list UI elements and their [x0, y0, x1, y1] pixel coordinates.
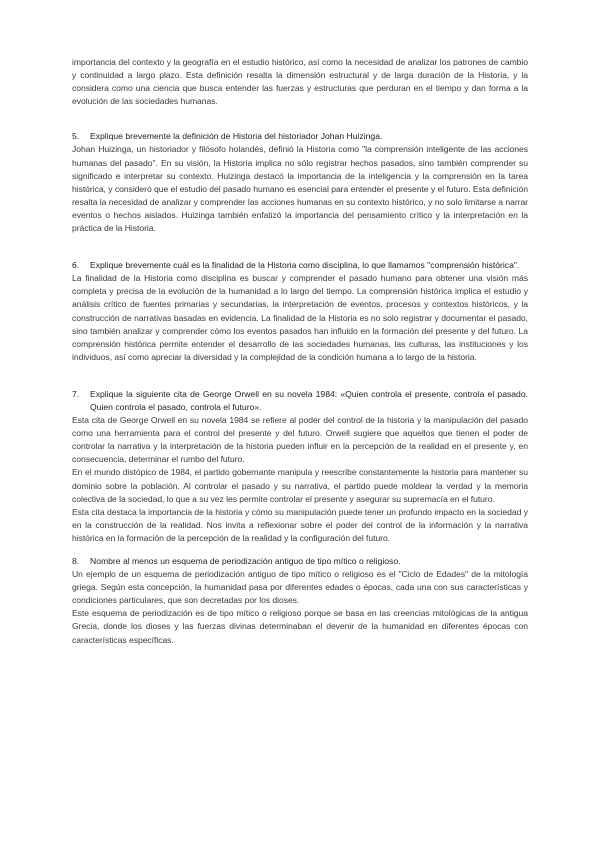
question-number: 5. — [72, 131, 80, 142]
question-7 — [72, 388, 528, 414]
answer-paragraph: En el mundo distópico de 1984, el partido gobernante manipula y reescribe constantemente la historia para mantener su dominio sobre la población. Al controlar el pasado y su narrativa, el partido puede moldear la verdad y la memoria colectiva de la sociedad, lo que a su vez les permite controlar el presente y asegurar su supremacía en el futuro. — [72, 467, 528, 504]
question-text: Explique brevemente cuál es la finalidad de la Historia como disciplina, lo que llamamos "comprensión histórica". — [90, 260, 520, 271]
question-text: Explique brevemente la definición de Historia del historiador Johan Huizinga. — [90, 131, 383, 142]
section-6 — [72, 259, 528, 364]
answer-paragraph: La finalidad de la Historia como disciplina es buscar y comprender el pasado humano para obtener una visión más completa y precisa de la evolución de la humanidad a lo largo del tiempo. La comprensión histórica implica el estudio y análisis crítico de fuentes primarias y secundarias, la interpretación de eventos, procesos y contextos históricos, y la construcción de narrativas basadas en evidencia. La finalidad de la Historia es no solo registrar y documentar el pasado, sino también analizar y comprender cómo los eventos pasados han influido en la formación del presente y del futuro. La comprensión histórica permite entender el desarrollo de las sociedades humanas, las culturas, las instituciones y los individuos, así como apreciar la diversidad y la complejidad de la condición humana a lo largo de la historia. — [72, 273, 528, 362]
answer-paragraph: Este esquema de periodización es de tipo mítico o religioso porque se basa en las creencias mitológicas de la antigua Grecia, donde los dioses y las fuerzas divinas determinaban el devenir de la humanidad en diferentes épocas con características específicas. — [72, 608, 528, 645]
section-5 — [72, 130, 528, 235]
answer-paragraph: Esta cita destaca la importancia de la historia y cómo su manipulación puede tener un profundo impacto en la sociedad y en la construcción de la realidad. Nos invita a reflexionar sobre el poder del control de la información y la narrativa histórica en la formación de la percepción de la realidad y la configuración del futuro. — [72, 506, 528, 543]
question-8 — [72, 555, 528, 568]
section-7 — [72, 388, 528, 545]
question-5 — [72, 130, 528, 143]
question-text: Explique la siguiente cita de George Orwell en su novela 1984: «Quien controla el presente, controla el pasado. Quien controla el pasado, controla el futuro». — [90, 388, 528, 412]
section-8 — [72, 555, 528, 647]
answer-paragraph: Johan Huizinga, un historiador y filósofo holandés, definió la Historia como "la comprensión inteligente de las acciones humanas del pasado". En su visión, la Historia implica no sólo registrar hechos pasados, sino también comprender su significado e interpretar su contexto. Huizinga destacó la importancia de la inteligencia y la comprensión en la tarea histórica, y consideró que el estudio del pasado humano es esencial para entender el presente y el futuro. Esta definición resalta la necesidad de analizar y comprender las acciones humanas en su contexto histórico, y no solo limitarse a narrar eventos o hechos aislados. Huizinga también enfatizó la importancia del pensamiento crítico y la interpretación en la práctica de la Historia. — [72, 144, 528, 234]
question-number: 7. — [72, 388, 80, 399]
question-text: Nombre al menos un esquema de periodización antiguo de tipo mítico o religioso. — [90, 556, 401, 566]
answer-paragraph: Un ejemplo de un esquema de periodización antiguo de tipo mítico o religioso es el "Ciclo de Edades" de la mitología griega. Según esta concepción, la humanidad pasa por diferentes edades o épocas, cada una con sus características y condiciones particulares, que son decretadas por los dioses. — [72, 569, 528, 606]
intro-paragraph: importancia del contexto y la geografía en el estudio histórico, así como la necesidad de analizar los patrones de cambio y continuidad a largo plazo. Esta definición resalta la dimensión estructural y de larga duración de la Historia, y la considera como una ciencia que busca entender las fuerzas y estructuras que perduran en el tiempo y dan forma a la evolución de las sociedades humanas. — [72, 57, 528, 107]
question-number: 6. — [72, 260, 80, 271]
question-6 — [72, 259, 528, 272]
answer-paragraph: Esta cita de George Orwell en su novela 1984 se refiere al poder del control de la historia y la manipulación del pasado como una herramienta para el control del presente y del futuro. Orwell sugiere que aquellos que tienen el poder de controlar la narrativa y la interpretación de la historia pueden influir en la percepción de la realidad en el presente y, en consecuencia, determinar el rumbo del futuro. — [72, 415, 528, 465]
question-number: 8. — [72, 556, 80, 566]
